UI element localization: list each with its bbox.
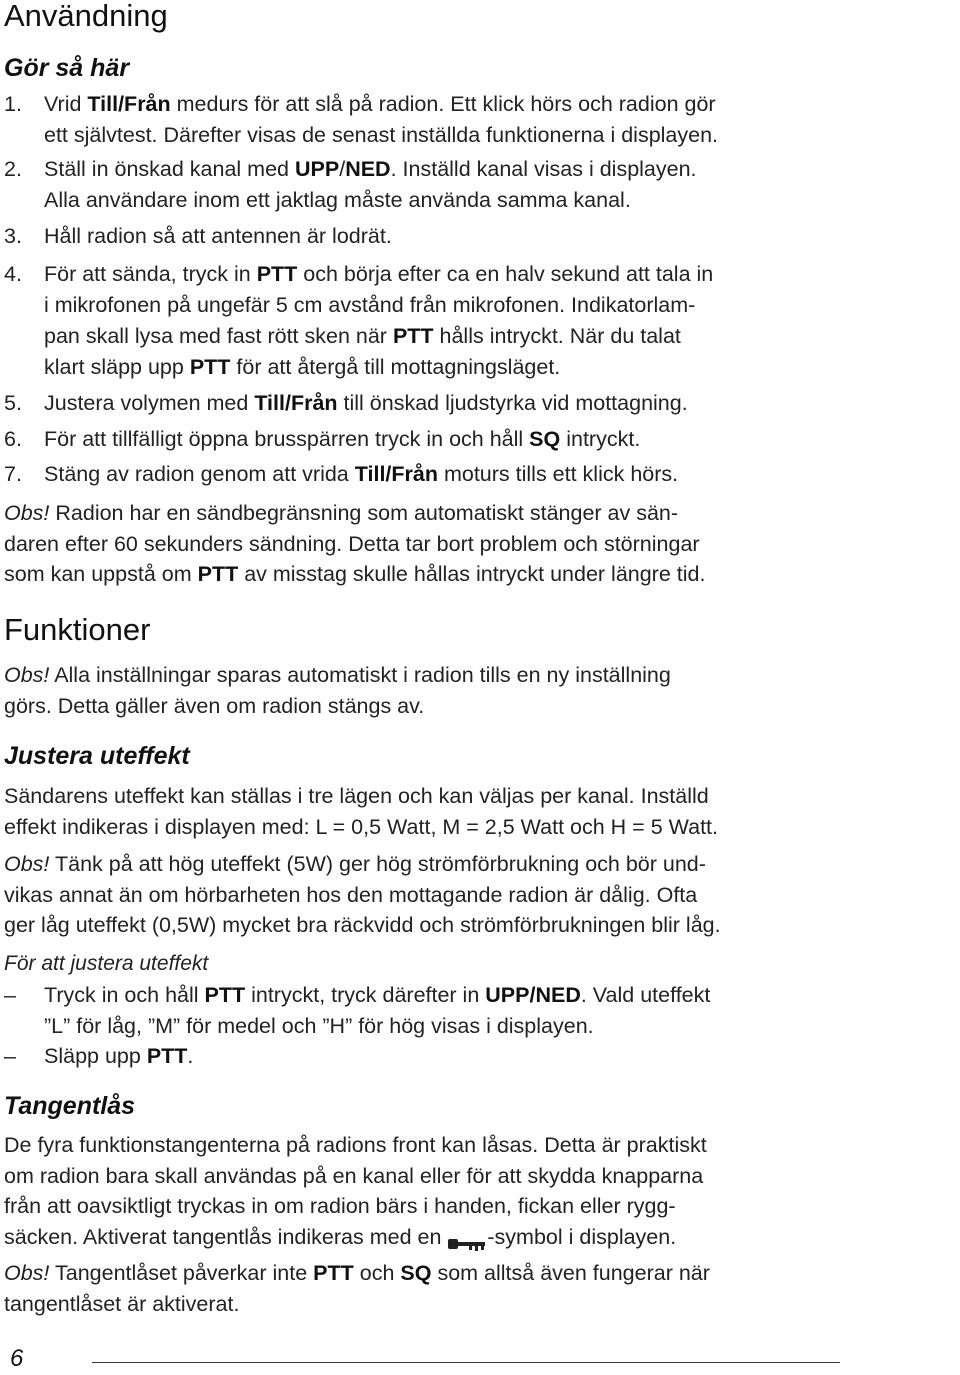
- step-number: 1.: [4, 92, 22, 116]
- step-text: ett självtest. Därefter visas de senast inställda funktionerna i displayen.: [44, 123, 719, 147]
- page-number: 6: [10, 1345, 24, 1372]
- text-line: vikas annat än om hörbarheten hos den mottagande radion är dålig. Ofta: [4, 882, 698, 907]
- obs-label: Obs!: [4, 852, 50, 876]
- text-line: om radion bara skall användas på en kanal eller för att skydda knapparna: [4, 1163, 704, 1188]
- bold-term: UPP/NED: [485, 983, 581, 1007]
- heading-gor-sa-har: Gör så här: [4, 54, 130, 82]
- text-line: Obs! Tangentlåset påverkar inte PTT och SQ som alltså även fungerar när: [4, 1261, 710, 1285]
- dash-item-text: Släpp upp PTT.: [44, 1044, 194, 1068]
- bold-term: PTT: [313, 1261, 354, 1285]
- bold-term: PTT: [197, 562, 239, 586]
- section-title-anvandning: Användning: [4, 0, 168, 33]
- bold-term: SQ: [529, 427, 561, 451]
- bold-term: UPP: [294, 157, 340, 181]
- text-line: effekt indikeras i displayen med: L = 0,5 Watt, M = 2,5 Watt och H = 5 Watt.: [4, 814, 719, 839]
- text-line: tangentlåset är aktiverat.: [4, 1291, 240, 1316]
- bold-term: PTT: [204, 983, 246, 1007]
- dash-item-text: Tryck in och håll PTT intryckt, tryck därefter in UPP/NED. Vald uteffekt: [44, 983, 711, 1007]
- step-text: Vrid Till/Från medurs för att slå på radion. Ett klick hörs och radion gör: [44, 92, 716, 116]
- obs-label: Obs!: [4, 663, 50, 687]
- text-line: ger låg uteffekt (0,5W) mycket bra räckvidd och strömförbrukningen blir låg.: [4, 913, 721, 937]
- step-text: pan skall lysa med fast rött sken när PTT hålls intryckt. När du talat: [44, 324, 681, 348]
- step-text: Alla användare inom ett jaktlag måste använda samma kanal.: [44, 188, 631, 212]
- step-text: Håll radion så att antennen är lodrät.: [44, 224, 392, 248]
- subheading-for-att-justera: För att justera uteffekt: [4, 952, 209, 975]
- text-line: Obs! Radion har en sändbegränsning som automatiskt stänger av sän-: [4, 501, 679, 525]
- footer-rule: [92, 1362, 840, 1363]
- step-text: Justera volymen med Till/Från till önskad ljudstyrka vid mottagning.: [44, 391, 688, 415]
- heading-tangentlas: Tangentlås: [4, 1092, 136, 1120]
- step-number: 6.: [4, 427, 22, 451]
- step-text: För att tillfälligt öppna brusspärren tryck in och håll SQ intryckt.: [44, 427, 641, 451]
- step-number: 4.: [4, 262, 22, 286]
- dash-item-text: ”L” för låg, ”M” för medel och ”H” för hög visas i displayen.: [44, 1013, 594, 1038]
- bold-term: PTT: [392, 324, 434, 348]
- step-number: 5.: [4, 391, 22, 415]
- text-line: Obs! Alla inställningar sparas automatiskt i radion tills en ny inställning: [4, 663, 671, 687]
- step-text: Ställ in önskad kanal med UPP/NED. Inställd kanal visas i displayen.: [44, 157, 697, 181]
- text-line: från att oavsiktligt tryckas in om radion bärs i handen, fickan eller rygg-: [4, 1194, 676, 1218]
- text-line: Obs! Tänk på att hög uteffekt (5W) ger hög strömförbrukning och bör und-: [4, 852, 706, 876]
- text-line: De fyra funktionstangenterna på radions front kan låsas. Detta är praktiskt: [4, 1133, 707, 1157]
- text-line: daren efter 60 sekunders sändning. Detta tar bort problem och störningar: [4, 531, 700, 556]
- text-line: görs. Detta gäller även om radion stängs av.: [4, 693, 425, 718]
- step-text: Stäng av radion genom att vrida Till/Från moturs tills ett klick hörs.: [44, 462, 679, 486]
- obs-label: Obs!: [4, 1261, 50, 1285]
- step-number: 3.: [4, 224, 22, 248]
- bold-term: PTT: [189, 355, 231, 379]
- step-text: klart släpp upp PTT för att återgå till mottagningsläget.: [44, 355, 561, 379]
- text-line: som kan uppstå om PTT av misstag skulle hållas intryckt under längre tid.: [4, 562, 706, 586]
- text-line: Sändarens uteffekt kan ställas i tre lägen och kan väljas per kanal. Inställd: [4, 784, 709, 808]
- bold-term: PTT: [256, 262, 298, 286]
- step-text: För att sända, tryck in PTT och börja efter ca en halv sekund att tala in: [44, 262, 714, 286]
- section-title-funktioner: Funktioner: [4, 612, 151, 647]
- bold-term: Till/Från: [254, 391, 338, 415]
- step-number: 7.: [4, 462, 22, 486]
- dash-bullet: –: [4, 983, 16, 1007]
- bold-term: Till/Från: [87, 92, 171, 116]
- bold-term: NED: [345, 157, 391, 181]
- obs-label: Obs!: [4, 501, 50, 525]
- step-text: i mikrofonen på ungefär 5 cm avstånd från mikrofonen. Indikatorlam-: [44, 293, 696, 317]
- key-icon: [447, 1230, 487, 1246]
- bold-term: Till/Från: [354, 462, 438, 486]
- bold-term: SQ: [400, 1261, 432, 1285]
- dash-bullet: –: [4, 1044, 16, 1068]
- bold-term: PTT: [146, 1044, 188, 1068]
- step-number: 2.: [4, 157, 22, 181]
- heading-justera-uteffekt: Justera uteffekt: [4, 742, 190, 770]
- text-line: säcken. Aktiverat tangentlås indikeras med en -symbol i displayen.: [4, 1222, 676, 1252]
